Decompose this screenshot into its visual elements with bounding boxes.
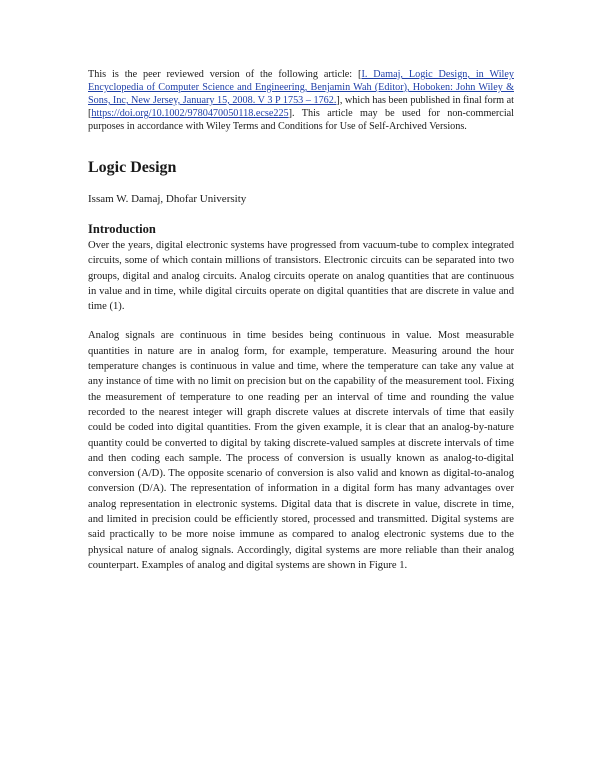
- paragraph-2: Analog signals are continuous in time besides being continuous in value. Most measurable quantities in nature are in analog form, for example, temperature. Measuring around the hour temperature changes is continuous in value and time, where the temperature can take any value at any instance of time with no limit on precision but on the capability of the measurement tool. Fixing the measurement of temperature to one reading per an interval of time and rounding the value recorded to the nearest integer will graph discrete values at discrete intervals of time that easily could be coded into digital quantities. From the given example, it is clear that an analog-by-nature quantity could be converted to digital by taking discrete-valued samples at discrete intervals of time and then coding each sample. The process of conversion is usually known as analog-to-digital conversion (A/D). The opposite scenario of conversion is also valid and known as digital-to-analog conversion (D/A). The representation of information in a digital form has many advantages over analog representation in electronic systems. Digital data that is discrete in value, discrete in time, and limited in precision could be efficiently stored, processed and transmitted. Digital systems are said practically to be more noise immune as compared to analog electronic systems due to the physical nature of analog signals. Accordingly, digital systems are more reliable than their analog counterpart. Examples of analog and digital systems are shown in Figure 1.: [88, 330, 514, 571]
- citation-link[interactable]: I. Damaj, Logic Design, in Wiley Encyclopedia of Computer Science and Engineering, Benjamin Wah (Editor), Hoboken: John Wiley & Sons, Inc, New Jersey, January 15, 2008. V 3 P 1753 – 1762.: [88, 69, 514, 106]
- peer-review-notice: [88, 68, 514, 133]
- section-heading-introduction: Introduction: [88, 222, 156, 236]
- notice-suffix: ]. This article may be used for non-commercial purposes in accordance with Wiley Terms and Conditions for Use of Self-Archived Versions.: [88, 108, 514, 132]
- doi-link[interactable]: https://doi.org/10.1002/9780470050118.ecse225: [91, 108, 289, 119]
- notice-prefix: This is the peer reviewed version of the following article: [: [88, 69, 362, 80]
- article-title: Logic Design: [88, 159, 177, 176]
- notice-middle: ], which has been published in final form at [: [88, 95, 514, 119]
- document-page: [88, 68, 514, 573]
- paragraph-1: Over the years, digital electronic systems have progressed from vacuum-tube to complex integrated circuits, some of which contain millions of transistors. Electronic circuits can be separated into two groups, digital and analog circuits. Analog circuits operate on analog quantities that are continuous in value and in time, while digital circuits operate on digital quantities that are discrete in value and time (1).: [88, 240, 514, 313]
- article-author: Issam W. Damaj, Dhofar University: [88, 193, 247, 205]
